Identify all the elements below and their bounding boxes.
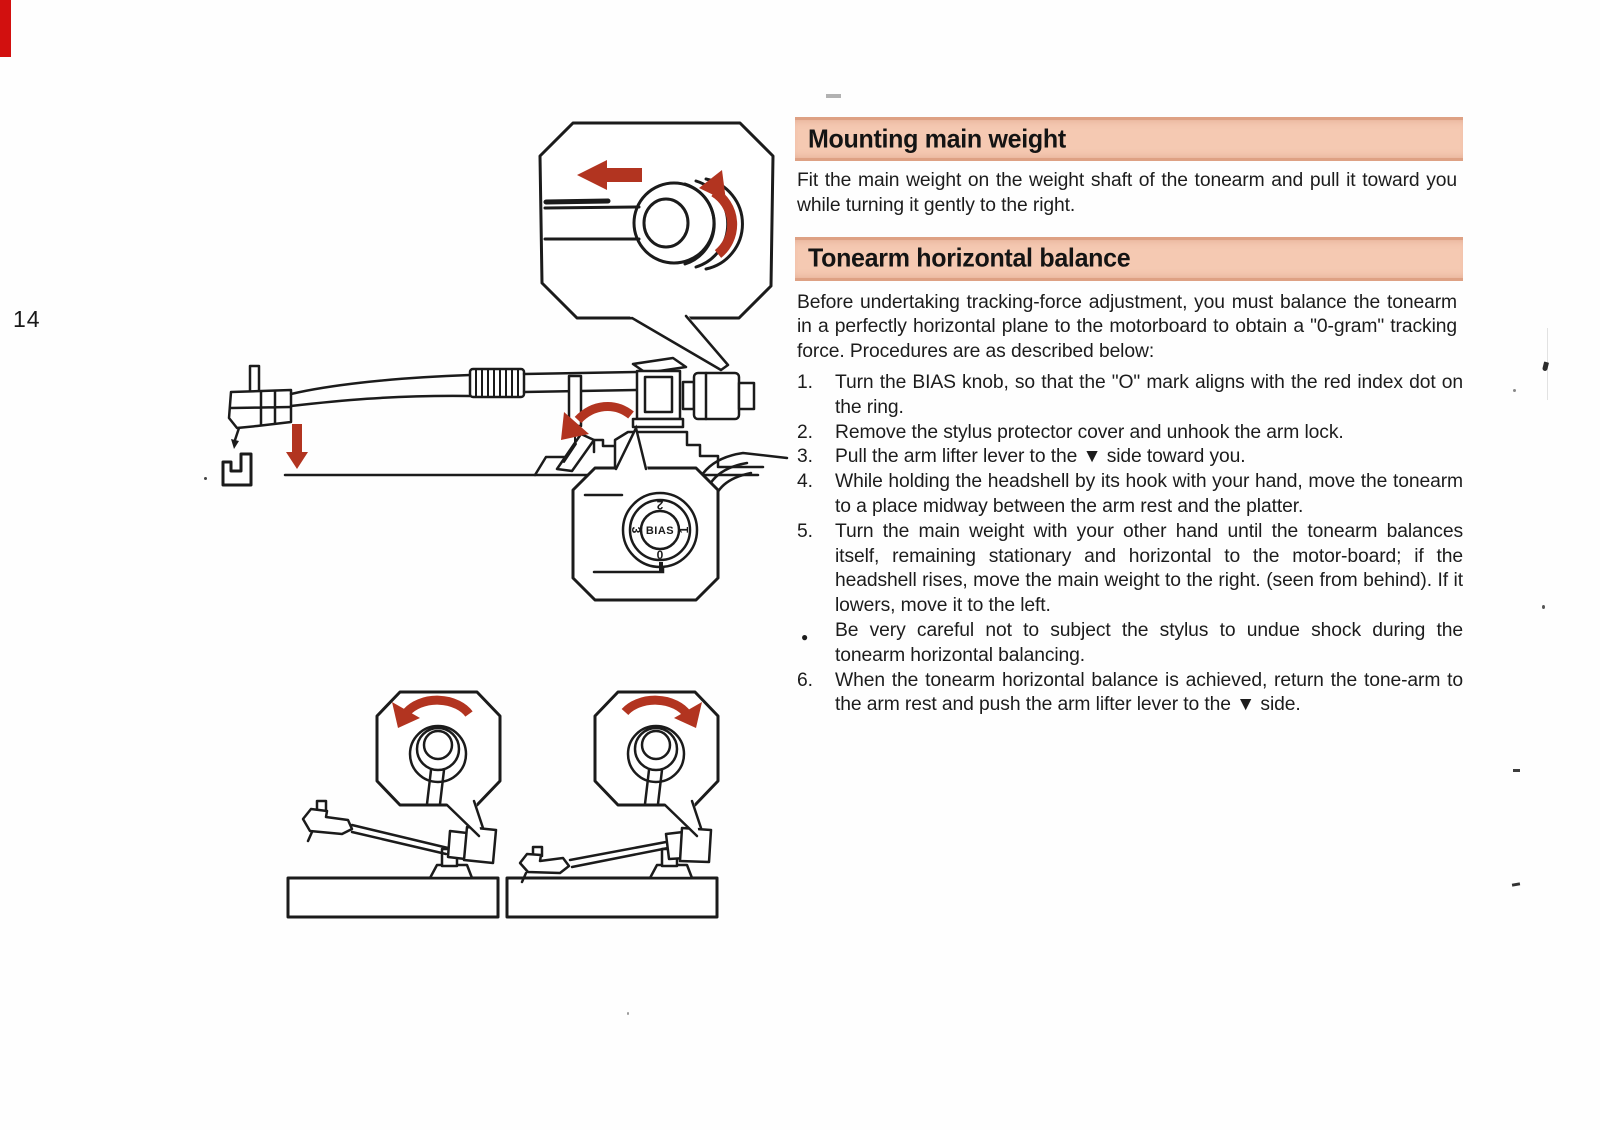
step-text: While holding the headshell by its hook with your hand, move the tonearm to a place midway between the arm rest and the platter. bbox=[835, 471, 1463, 517]
step-marker: 2. bbox=[797, 421, 813, 443]
step-text: Turn the main weight with your other hand until the tonearm balances itself, remaining stationary and horizontal to the motor-board; if the headshell rises, move the main weight to the right. (seen from behind). If it lowers, move it to the left. bbox=[835, 520, 1463, 617]
grip-collar bbox=[470, 369, 524, 397]
arm-rest-holder bbox=[223, 454, 251, 485]
step-text: Pull the arm lifter lever to the ▼ side toward you. bbox=[835, 446, 1246, 468]
heading-text: Tonearm horizontal balance bbox=[808, 243, 1131, 273]
red-edge-mark bbox=[0, 0, 11, 57]
headshell-drawing bbox=[229, 366, 291, 449]
step-text: Be very careful not to subject the stylus to undue shock during the tonearm horizontal balancing. bbox=[835, 619, 1463, 666]
bias-dial-number-1: 1 bbox=[677, 526, 691, 534]
step-text: Turn the BIAS knob, so that the "O" mark aligns with the red index dot on the ring. bbox=[835, 371, 1463, 418]
scan-artifact bbox=[826, 94, 841, 98]
step-item-2 bbox=[795, 421, 1463, 446]
mounting-body-text: Fit the main weight on the weight shaft of the tonearm and pull it toward you while turning it gently to the right. bbox=[797, 170, 1457, 216]
bullet-icon: ● bbox=[801, 629, 809, 644]
text-column bbox=[795, 117, 1463, 718]
scan-artifact bbox=[204, 477, 207, 480]
bias-dial-number-2: 2 bbox=[656, 498, 664, 512]
step-item-5 bbox=[795, 520, 1463, 619]
scan-artifact bbox=[627, 1012, 629, 1015]
main-weight-callout-illustration bbox=[515, 108, 780, 383]
scan-artifact bbox=[1513, 769, 1520, 772]
scan-artifact bbox=[1512, 882, 1520, 886]
bias-dial-number-0: 0 bbox=[656, 548, 664, 562]
lower-headshell-arrow-icon bbox=[286, 424, 308, 469]
section-heading-mounting bbox=[795, 117, 1463, 161]
scan-artifact bbox=[1542, 605, 1545, 609]
tonearm-side-view-illustration bbox=[195, 348, 795, 628]
pivot-housing bbox=[633, 358, 686, 427]
page-number: 14 bbox=[13, 306, 41, 332]
main-weight-drawing bbox=[683, 373, 754, 419]
step-marker: 5. bbox=[797, 520, 813, 542]
step-item-1 bbox=[795, 371, 1463, 421]
step-marker: 1. bbox=[797, 371, 813, 393]
step-marker: 3. bbox=[797, 446, 813, 468]
section-heading-balance bbox=[795, 237, 1463, 281]
balance-intro-text: Before undertaking tracking-force adjustment, you must balance the tonearm in a perfectly horizontal plane to the motorboard to obtain a "0-gram" tracking force. Procedures are as described below: bbox=[797, 291, 1457, 363]
scan-artifact bbox=[1513, 389, 1516, 392]
step-marker: 4. bbox=[797, 471, 813, 493]
step-item-6 bbox=[795, 669, 1463, 719]
step-item-4 bbox=[795, 470, 1463, 520]
balance-check-illustration bbox=[270, 660, 740, 925]
caution-item bbox=[795, 619, 1463, 669]
arm-curve bbox=[291, 375, 470, 394]
step-item-3 bbox=[795, 445, 1463, 470]
turn-weight-right-callout bbox=[595, 692, 718, 837]
bias-knob-label: BIAS bbox=[645, 525, 675, 537]
steps-list bbox=[795, 371, 1463, 718]
step-marker: 6. bbox=[797, 669, 813, 691]
heading-text: Mounting main weight bbox=[808, 123, 1066, 154]
bias-dial-number-3: 3 bbox=[629, 526, 643, 534]
tonearm-headshell-lowered bbox=[507, 828, 717, 917]
step-text: Remove the stylus protector cover and unhook the arm lock. bbox=[835, 421, 1344, 443]
step-text: When the tonearm horizontal balance is achieved, return the tone-arm to the arm rest and push the arm lifter lever to the ▼ side. bbox=[835, 669, 1463, 716]
arm-lifter-lever bbox=[557, 434, 617, 471]
